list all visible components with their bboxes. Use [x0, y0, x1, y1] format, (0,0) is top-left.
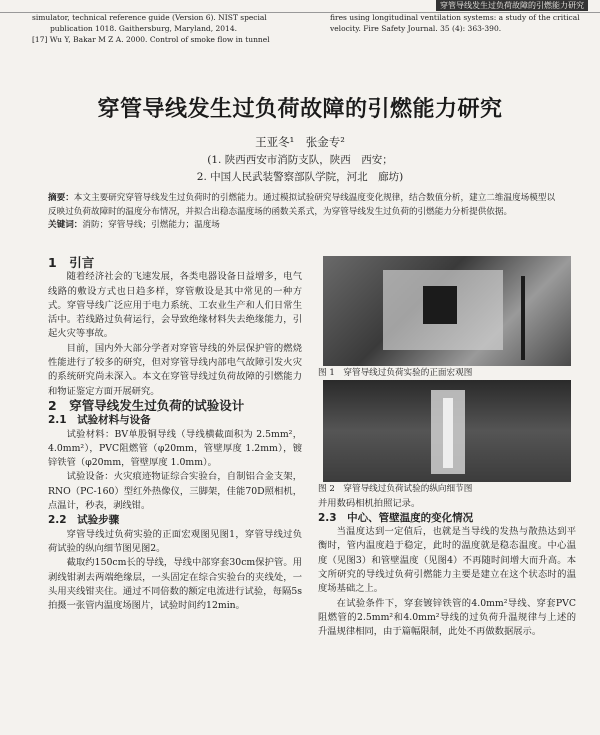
- references-tail: [0, 12, 600, 50]
- section-2-1-paragraph-2: 试验设备：火灾痕迹物证综合实验台，自制铝合金支架，RNO（PC-160）型红外热像仪，三脚架，佳能70D照相机，点温计，秒表，剥线钳。: [48, 471, 302, 512]
- left-column: [48, 256, 302, 613]
- figure-2-caption: 图 2 穿管导线过负荷试验的纵向细节图: [318, 484, 473, 495]
- abstract-label: 摘要：: [48, 193, 74, 203]
- affiliation-2: 2. 中国人民武装警察部队学院，河北 廊坊): [196, 171, 404, 183]
- abstract-body: [48, 192, 558, 219]
- section-2-3-paragraph-1: 当温度达到一定值后，也就是当导线的发热与散热达到平衡时，管内温度趋于稳定，此时的温度就是稳态温度。中心温度（见图3）和管壁温度（见图4）不再随时间增大而升高。本文所研究的导线过负荷引燃能力主要是建立在这个状态时的温度场基础之上。: [318, 526, 576, 595]
- section-2-3-paragraph-2: 在试验条件下，穿套镀锌铁管的4.0mm²导线、穿套PVC阻燃管的2.5mm²和4.0mm²导线的过负荷升温规律与上述的升温规律相同，由于篇幅限制，此处不再做数据展示。: [318, 597, 576, 638]
- affiliation-1: (1. 陕西西安市消防支队，陕西 西安；: [207, 154, 393, 166]
- section-2-1-title: 2.1 试验材料与设备: [48, 414, 151, 427]
- section-2-2-title: 2.2 试验步骤: [48, 514, 120, 527]
- running-header-text: 穿管导线发生过负荷故障的引燃能力研究: [436, 0, 588, 11]
- reference-continued-right: fires using longitudinal ventilation systems: a study of the critical velocity. Fire Safety Journal. 35 (4): 363-390.: [330, 13, 580, 33]
- section-2-3-title: 2.3 中心、管壁温度的变化情况: [318, 511, 474, 524]
- reference-entry-17: [17] Wu Y, Bakar M Z A. 2000. Control of smoke flow in tunnel: [32, 35, 270, 44]
- affiliations: [0, 152, 600, 186]
- section-2-2-paragraph-2: 截取约150cm长的导线，导线中部穿套30cm保护管。用剥线钳剥去两端绝缘层，一头固定在综合实验台的夹线处，一头用夹线钳夹住。通过不同倍数的额定电流进行试验，每隔5s拍摄一张管内温度场图片，试验时间约12min。: [48, 557, 302, 612]
- section-2-title: 2 穿管导线发生过负荷的试验设计: [48, 397, 245, 413]
- section-1-title: 1 引言: [48, 255, 95, 270]
- figure-1-caption: 图 1 穿管导线过负荷实验的正面宏观图: [318, 368, 473, 378]
- reference-continued-left: simulator, technical reference guide (Version 6). NIST special publication 1018. Gaithersburg, Maryland, 2014.: [32, 13, 267, 33]
- authors: 王亚冬¹ 张金专²: [255, 135, 345, 149]
- section-2-1-paragraph-1: 试验材料：BV单股铜导线（导线横截面积为 2.5mm²，4.0mm²），PVC阻燃管（φ20mm，管壁厚度 1.2mm），镀锌铁管（φ20mm，管壁厚度 1.0mm）。: [48, 428, 302, 469]
- section-1-paragraph-1: 随着经济社会的飞速发展，各类电器设备日益增多，电气线路的敷设方式也日趋多样，穿管敷设是其中常见的一种方式。穿管导线广泛应用于电力系统、工农业生产和人们日常生活中。若线路过负荷运行，会导致绝缘材料失去绝缘能力，引起火灾等事故。: [48, 271, 302, 340]
- right-column: [318, 256, 576, 640]
- section-1-paragraph-2: 目前，国内外大部分学者对穿管导线的外层保护管的燃烧性能进行了较多的研究，但对穿管导线内部电气故障引发火灾的系统研究尚未深入。本文在穿管导线过负荷故障的引燃能力和物证鉴定方面开展研究。: [48, 342, 302, 397]
- figure-1-photo: [323, 256, 571, 366]
- abstract: [48, 192, 558, 233]
- section-2-2-paragraph-1: 穿管导线过负荷实验的正面宏观图见图1，穿管导线过负荷试验的纵向细节图见图2。: [48, 528, 302, 554]
- keywords: [48, 219, 558, 233]
- keywords-text: 消防；穿管导线；引燃能力；温度场: [82, 220, 220, 230]
- abstract-text: 本文主要研究穿管导线发生过负荷时的引燃能力。通过模拟试验研究导线温度变化规律，结合数值分析，建立二维温度场模型以反映过负荷故障时的温度分布情况，并拟合出稳态温度场的函数关系式，为穿管导线发生过负荷的引燃能力分析提供依据。: [48, 193, 556, 217]
- figure-2-followup-text: 并用数码相机拍照记录。: [318, 497, 421, 509]
- keywords-label: 关键词：: [48, 220, 83, 230]
- figure-2-photo: [323, 380, 571, 482]
- paper-title: 穿管导线发生过负荷故障的引燃能力研究: [97, 97, 503, 122]
